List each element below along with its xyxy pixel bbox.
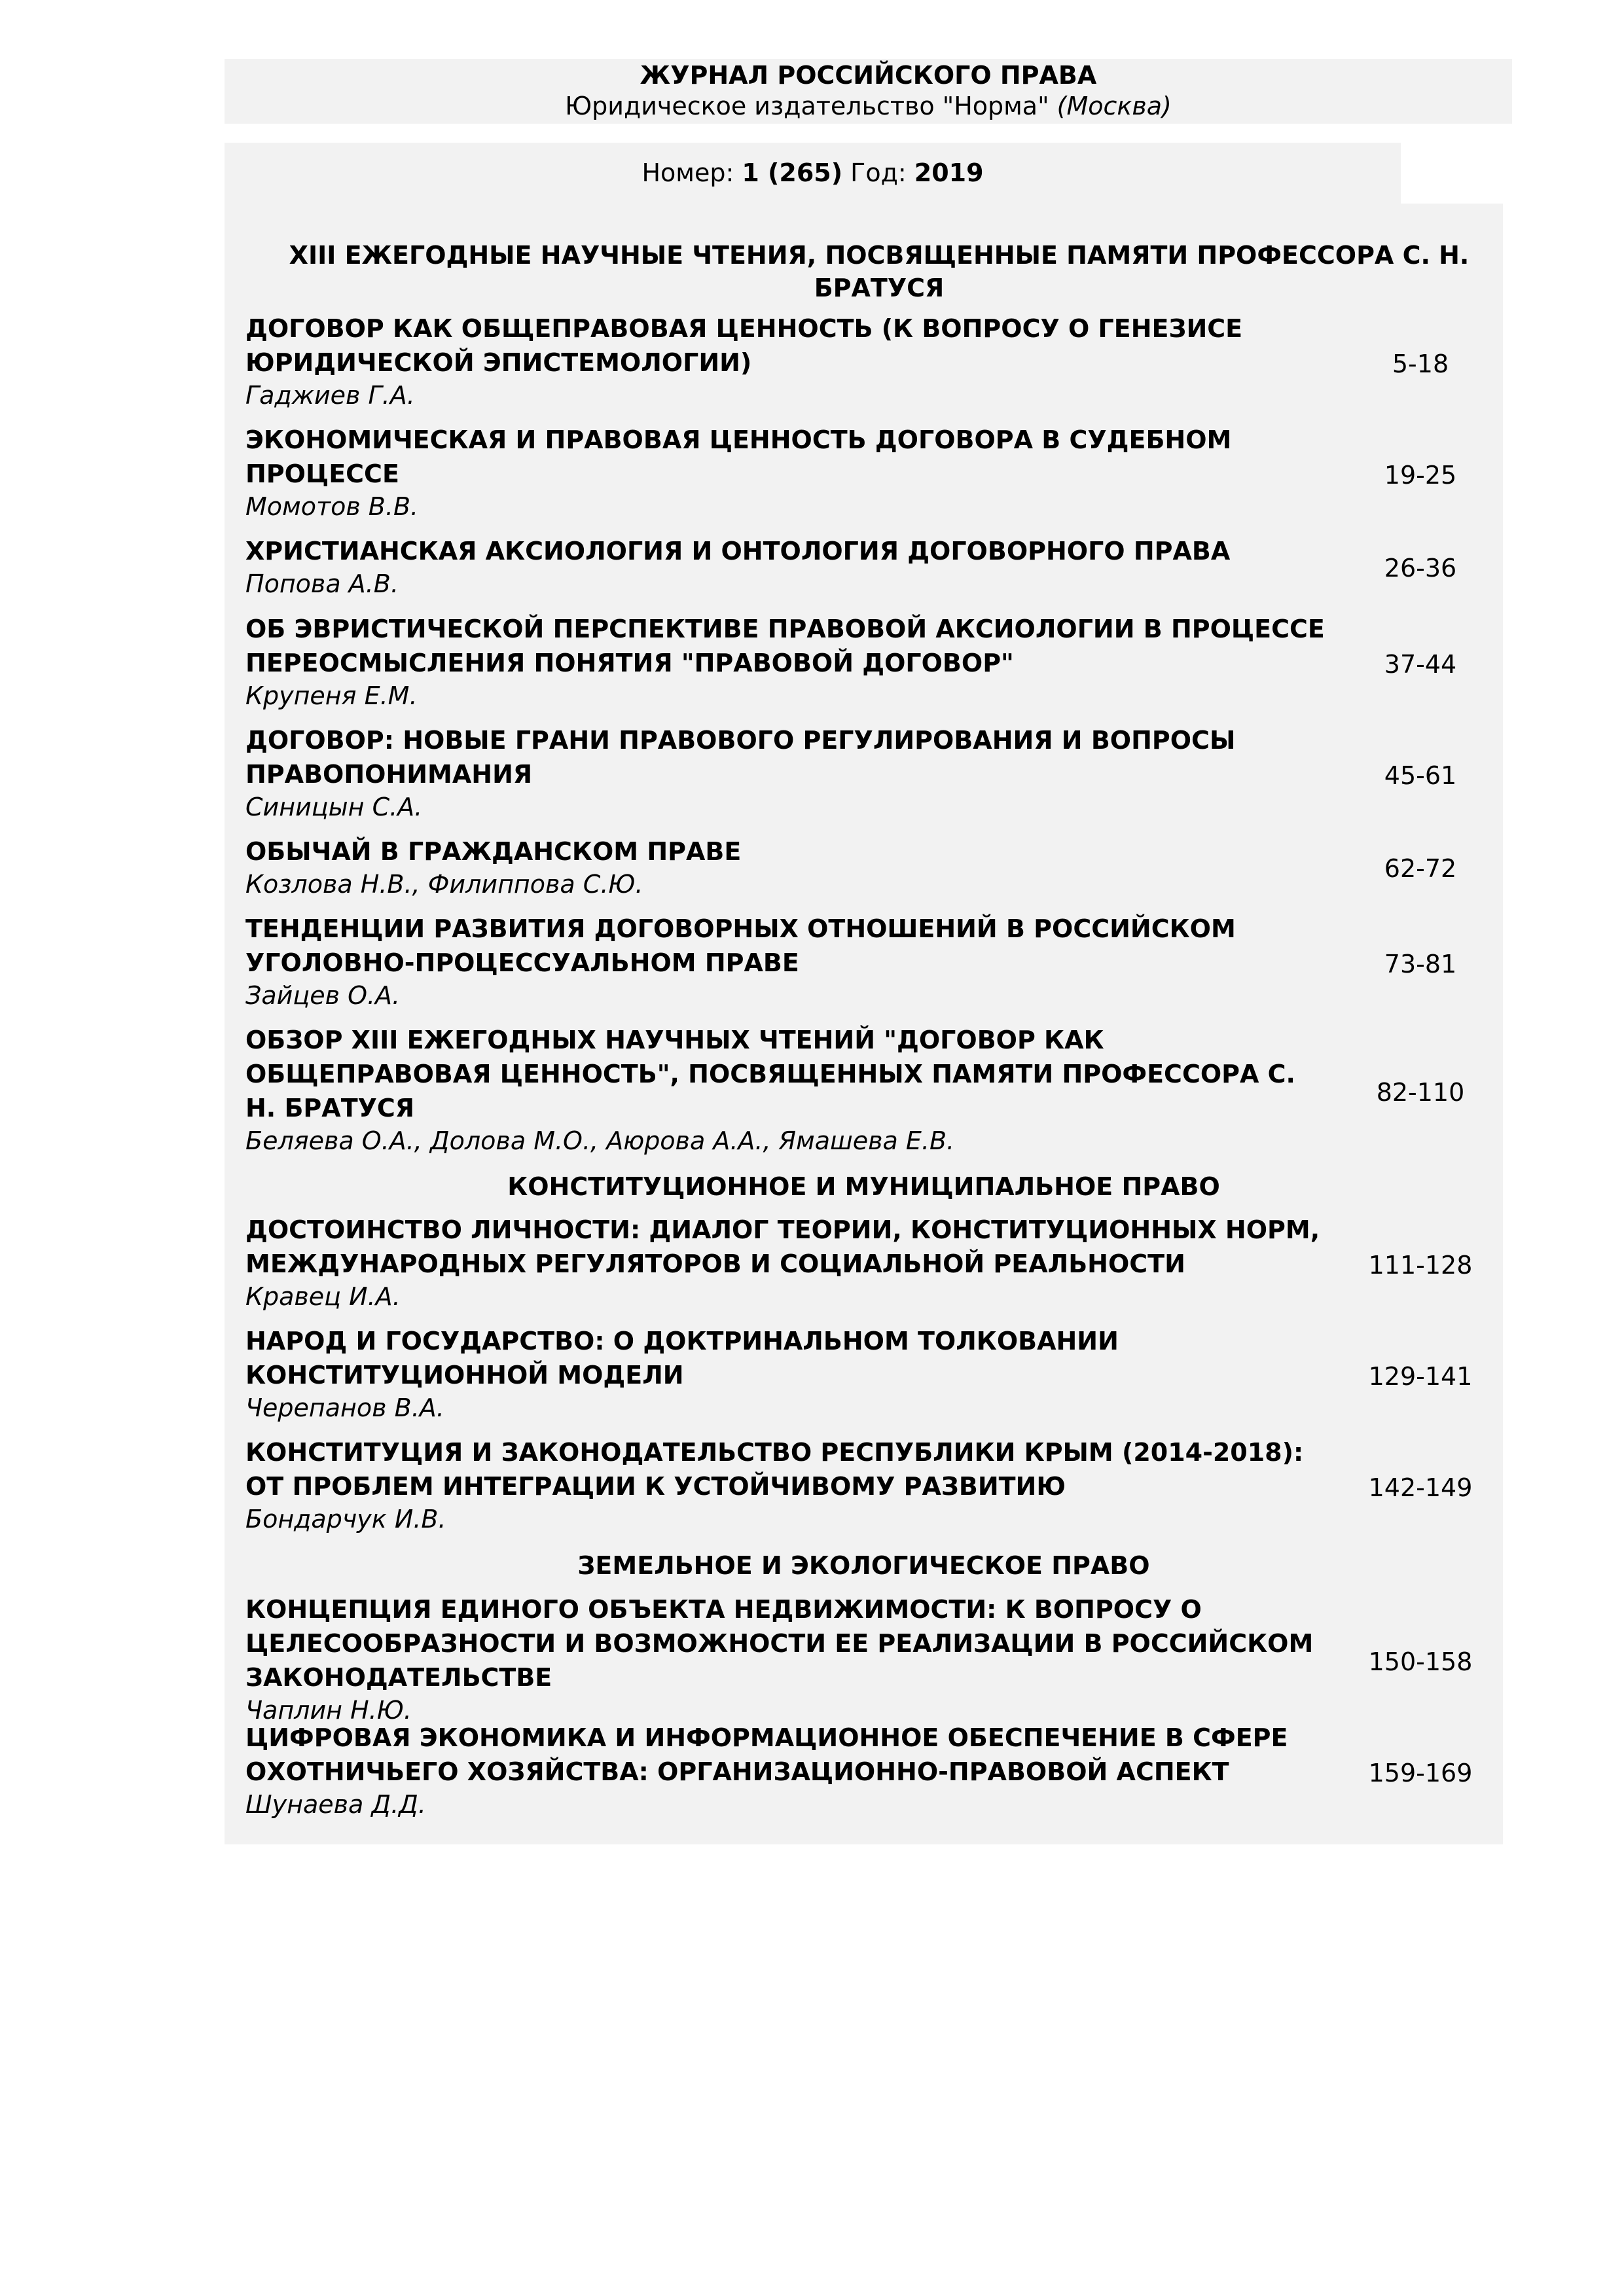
toc-entry[interactable] bbox=[245, 723, 1568, 823]
article-pages: 159-169 bbox=[1368, 1759, 1473, 1787]
publisher-name: Юридическое издательство "Норма" bbox=[565, 92, 1049, 120]
article-authors: Бондарчук И.В. bbox=[245, 1505, 446, 1534]
article-title[interactable]: ЦИФРОВАЯ ЭКОНОМИКА И ИНФОРМАЦИОННОЕ ОБЕСПЕЧЕНИЕ В СФЕРЕ ОХОТНИЧЬЕГО ХОЗЯЙСТВА: ОРГАНИЗАЦИОННО-ПРАВОВОЙ АСПЕКТ bbox=[245, 1723, 1288, 1786]
issue-year: 2019 bbox=[914, 158, 984, 187]
article-pages: 142-149 bbox=[1368, 1473, 1473, 1502]
article-pages: 19-25 bbox=[1384, 461, 1457, 490]
toc-entry[interactable] bbox=[245, 534, 1568, 600]
article-pages: 150-158 bbox=[1368, 1647, 1473, 1676]
section-heading: XIII ЕЖЕГОДНЫЕ НАУЧНЫЕ ЧТЕНИЯ, ПОСВЯЩЕННЫЕ ПАМЯТИ ПРОФЕССОРА С. Н. БРАТУСЯ bbox=[289, 241, 1470, 302]
issue-info bbox=[225, 143, 1401, 204]
article-pages: 73-81 bbox=[1384, 950, 1457, 978]
article-authors: Беляева О.А., Долова М.О., Аюрова А.А., Ямашева Е.В. bbox=[245, 1126, 955, 1155]
section-heading: ЗЕМЕЛЬНОЕ И ЭКОЛОГИЧЕСКОЕ ПРАВО bbox=[577, 1551, 1150, 1580]
toc-entry[interactable] bbox=[245, 1592, 1568, 1726]
toc-entry[interactable] bbox=[245, 1721, 1568, 1820]
table-of-contents bbox=[225, 204, 1503, 1844]
article-authors: Шунаева Д.Д. bbox=[245, 1790, 426, 1819]
toc-entry[interactable] bbox=[245, 312, 1568, 411]
issue-year-label: Год: bbox=[850, 158, 907, 187]
toc-entry[interactable] bbox=[245, 1213, 1568, 1312]
toc-entry[interactable] bbox=[245, 834, 1568, 900]
article-pages: 111-128 bbox=[1368, 1251, 1473, 1280]
article-pages: 129-141 bbox=[1368, 1362, 1473, 1391]
article-title[interactable]: ХРИСТИАНСКАЯ АКСИОЛОГИЯ И ОНТОЛОГИЯ ДОГОВОРНОГО ПРАВА bbox=[245, 537, 1231, 565]
issue-number-label: Номер: bbox=[641, 158, 734, 187]
article-title[interactable]: ДОСТОИНСТВО ЛИЧНОСТИ: ДИАЛОГ ТЕОРИИ, КОНСТИТУЦИОННЫХ НОРМ, МЕЖДУНАРОДНЫХ РЕГУЛЯТОРОВ И СОЦИАЛЬНОЙ РЕАЛЬНОСТИ bbox=[245, 1215, 1320, 1278]
article-title[interactable]: КОНЦЕПЦИЯ ЕДИНОГО ОБЪЕКТА НЕДВИЖИМОСТИ: К ВОПРОСУ О ЦЕЛЕСООБРАЗНОСТИ И ВОЗМОЖНОСТИ ЕЕ РЕАЛИЗАЦИИ В РОССИЙСКОМ ЗАКОНОДАТЕЛЬСТВЕ bbox=[245, 1595, 1314, 1692]
article-title[interactable]: ОБ ЭВРИСТИЧЕСКОЙ ПЕРСПЕКТИВЕ ПРАВОВОЙ АКСИОЛОГИИ В ПРОЦЕССЕ ПЕРЕОСМЫСЛЕНИЯ ПОНЯТИЯ "ПРАВОВОЙ ДОГОВОР" bbox=[245, 615, 1325, 677]
article-authors: Крупеня Е.М. bbox=[245, 681, 418, 710]
article-pages: 5-18 bbox=[1392, 350, 1449, 378]
article-authors: Чаплин Н.Ю. bbox=[245, 1696, 412, 1725]
article-title[interactable]: ТЕНДЕНЦИИ РАЗВИТИЯ ДОГОВОРНЫХ ОТНОШЕНИЙ В РОССИЙСКОМ УГОЛОВНО-ПРОЦЕССУАЛЬНОМ ПРАВЕ bbox=[245, 914, 1236, 977]
publisher-line bbox=[225, 90, 1512, 122]
toc-entry[interactable] bbox=[245, 1435, 1568, 1535]
toc-entry[interactable] bbox=[245, 612, 1568, 711]
publisher-city: (Москва) bbox=[1056, 92, 1172, 120]
toc-entry[interactable] bbox=[245, 912, 1568, 1011]
article-pages: 62-72 bbox=[1384, 854, 1457, 883]
section-heading: КОНСТИТУЦИОННОЕ И МУНИЦИПАЛЬНОЕ ПРАВО bbox=[507, 1172, 1220, 1201]
journal-title: ЖУРНАЛ РОССИЙСКОГО ПРАВА bbox=[640, 61, 1097, 90]
article-title[interactable]: НАРОД И ГОСУДАРСТВО: О ДОКТРИНАЛЬНОМ ТОЛКОВАНИИ КОНСТИТУЦИОННОЙ МОДЕЛИ bbox=[245, 1327, 1119, 1390]
article-authors: Черепанов В.А. bbox=[245, 1393, 444, 1422]
toc-entry[interactable] bbox=[245, 1324, 1568, 1424]
article-authors: Кравец И.А. bbox=[245, 1282, 401, 1311]
article-pages: 82-110 bbox=[1376, 1078, 1465, 1107]
article-title[interactable]: ЭКОНОМИЧЕСКАЯ И ПРАВОВАЯ ЦЕННОСТЬ ДОГОВОРА В СУДЕБНОМ ПРОЦЕССЕ bbox=[245, 425, 1232, 488]
article-pages: 37-44 bbox=[1384, 650, 1457, 679]
article-authors: Попова А.В. bbox=[245, 569, 399, 598]
article-pages: 45-61 bbox=[1384, 761, 1457, 790]
article-authors: Синицын С.А. bbox=[245, 793, 423, 821]
article-title[interactable]: ДОГОВОР КАК ОБЩЕПРАВОВАЯ ЦЕННОСТЬ (К ВОПРОСУ О ГЕНЕЗИСЕ ЮРИДИЧЕСКОЙ ЭПИСТЕМОЛОГИИ) bbox=[245, 314, 1243, 377]
toc-entry[interactable] bbox=[245, 423, 1568, 522]
issue-number: 1 (265) bbox=[742, 158, 843, 187]
article-authors: Момотов В.В. bbox=[245, 492, 419, 521]
article-title[interactable]: ДОГОВОР: НОВЫЕ ГРАНИ ПРАВОВОГО РЕГУЛИРОВАНИЯ И ВОПРОСЫ ПРАВОПОНИМАНИЯ bbox=[245, 726, 1236, 789]
article-title[interactable]: ОБЗОР XIII ЕЖЕГОДНЫХ НАУЧНЫХ ЧТЕНИЙ "ДОГОВОР КАК ОБЩЕПРАВОВАЯ ЦЕННОСТЬ", ПОСВЯЩЕННЫХ ПАМЯТИ ПРОФЕССОРА С. Н. БРАТУСЯ bbox=[245, 1026, 1295, 1122]
journal-header bbox=[225, 59, 1512, 124]
article-authors: Козлова Н.В., Филиппова С.Ю. bbox=[245, 870, 643, 899]
article-authors: Гаджиев Г.А. bbox=[245, 381, 415, 410]
article-title[interactable]: ОБЫЧАЙ В ГРАЖДАНСКОМ ПРАВЕ bbox=[245, 837, 742, 866]
article-authors: Зайцев О.А. bbox=[245, 981, 401, 1010]
article-title[interactable]: КОНСТИТУЦИЯ И ЗАКОНОДАТЕЛЬСТВО РЕСПУБЛИКИ КРЫМ (2014-2018): ОТ ПРОБЛЕМ ИНТЕГРАЦИИ К УСТОЙЧИВОМУ РАЗВИТИЮ bbox=[245, 1438, 1304, 1501]
article-pages: 26-36 bbox=[1384, 554, 1457, 583]
toc-entry[interactable] bbox=[245, 1023, 1568, 1157]
